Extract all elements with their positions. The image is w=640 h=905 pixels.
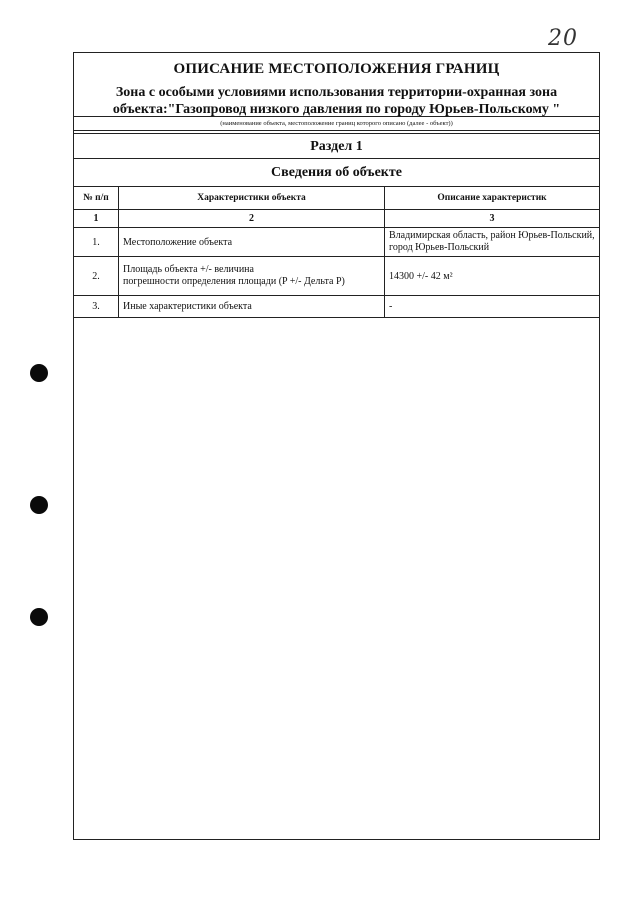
row-characteristic-line-1: Площадь объекта +/- величина [123, 264, 254, 275]
document-header [74, 53, 599, 117]
row-number: 1. [74, 228, 119, 257]
object-characteristics-table [74, 187, 599, 318]
section-heading: Раздел 1 [74, 133, 599, 159]
header-number: № п/п [74, 187, 119, 210]
index-cell: 2 [119, 210, 385, 228]
table-index-row [74, 210, 599, 228]
row-number: 3. [74, 296, 119, 318]
row-description: - [385, 296, 600, 318]
zone-title-line-1: Зона с особыми условиями использования территории-охранная зона [115, 85, 558, 100]
table-row [74, 296, 599, 318]
zone-title-line-2: объекта:"Газопровод низкого давления по городу Юрьев-Польскому " [112, 102, 561, 117]
object-caption: (наименование объекта, местоположение границ которого описано (далее - объект)) [74, 117, 599, 131]
row-characteristic: Местоположение объекта [119, 228, 385, 257]
handwritten-page-number: 20 [548, 26, 578, 51]
row-description: Владимирская область, район Юрьев-Польский, город Юрьев-Польский [385, 228, 600, 257]
table-row [74, 228, 599, 257]
document-frame [73, 52, 600, 840]
row-characteristic [119, 257, 385, 296]
table-row [74, 257, 599, 296]
document-title: ОПИСАНИЕ МЕСТОПОЛОЖЕНИЯ ГРАНИЦ [173, 61, 500, 77]
binder-hole-middle [30, 496, 48, 514]
index-cell: 3 [385, 210, 600, 228]
binder-hole-top [30, 364, 48, 382]
row-characteristic-line-2: погрешности определения площади (P +/- Дельта P) [123, 276, 345, 287]
row-characteristic: Иные характеристики объекта [119, 296, 385, 318]
header-characteristic: Характеристики объекта [119, 187, 385, 210]
row-number: 2. [74, 257, 119, 296]
object-info-heading: Сведения об объекте [74, 159, 599, 187]
header-description: Описание характеристик [385, 187, 600, 210]
row-description: 14300 +/- 42 м² [385, 257, 600, 296]
table-header-row [74, 187, 599, 210]
binder-hole-bottom [30, 608, 48, 626]
index-cell: 1 [74, 210, 119, 228]
